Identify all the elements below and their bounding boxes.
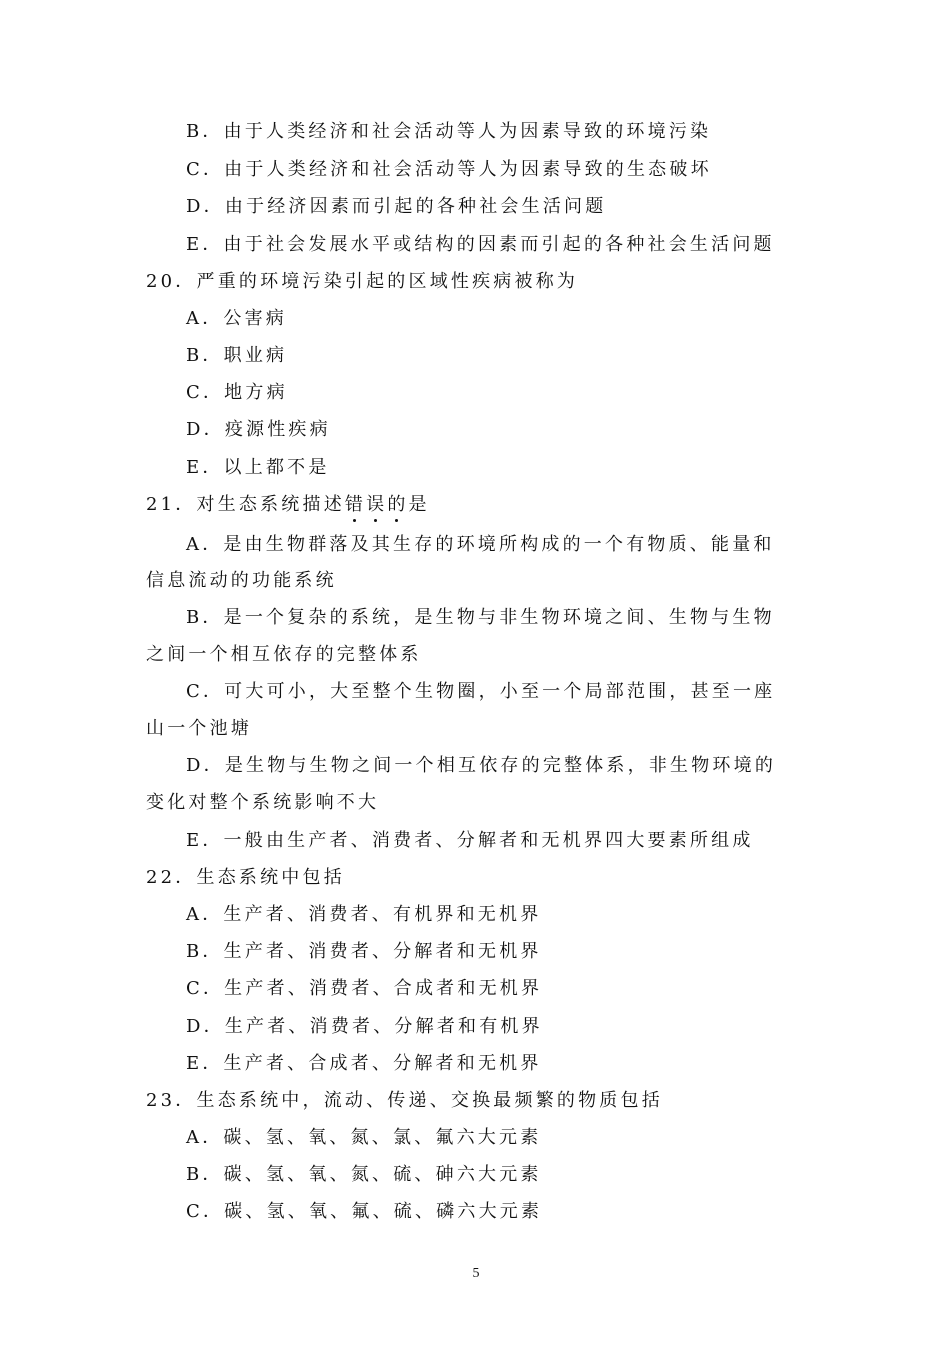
q23-option-c: C．碳、氢、氧、氟、硫、磷六大元素 — [186, 1201, 543, 1222]
q21-emphasis-char: 错 — [345, 494, 366, 515]
q21-option-d-line1: D．是生物与生物之间一个相互依存的完整体系，非生物环境的 — [186, 755, 777, 776]
page-number: 5 — [472, 1266, 480, 1281]
q20-option-e: E．以上都不是 — [186, 457, 330, 478]
q20-option-b: B．职业病 — [186, 345, 288, 366]
q19-option-d: D．由于经济因素而引起的各种社会生活问题 — [186, 196, 607, 217]
q19-option-b: B．由于人类经济和社会活动等人为因素导致的环境污染 — [186, 121, 712, 142]
q22-option-e: E．生产者、合成者、分解者和无机界 — [186, 1053, 542, 1074]
q20-option-c: C．地方病 — [186, 382, 288, 403]
q23-option-b: B．碳、氢、氧、氮、硫、砷六大元素 — [186, 1164, 542, 1185]
q21-option-a-line2: 信息流动的功能系统 — [146, 570, 337, 591]
q21-option-e: E．一般由生产者、消费者、分解者和无机界四大要素所组成 — [186, 830, 754, 851]
q21-option-d-line2: 变化对整个系统影响不大 — [146, 792, 380, 813]
q21-option-c-line1: C．可大可小，大至整个生物圈，小至一个局部范围，甚至一座 — [186, 681, 776, 702]
q20-option-d: D．疫源性疾病 — [186, 419, 331, 440]
q21-option-a-line1: A．是由生物群落及其生存的环境所构成的一个有物质、能量和 — [186, 534, 775, 555]
q22-option-b: B．生产者、消费者、分解者和无机界 — [186, 941, 542, 962]
q21-emphasis-char: 误 — [366, 494, 387, 515]
q21-stem-prefix: 21．对生态系统描述 — [146, 494, 345, 515]
q21-emphasis-char: 的 — [387, 494, 408, 515]
q22-stem: 22．生态系统中包括 — [146, 867, 345, 888]
q21-stem-suffix: 是 — [408, 494, 430, 515]
q21-option-b-line1: B．是一个复杂的系统，是生物与非生物环境之间、生物与生物 — [186, 607, 775, 628]
q19-option-c: C．由于人类经济和社会活动等人为因素导致的生态破坏 — [186, 159, 712, 180]
q19-option-e: E．由于社会发展水平或结构的因素而引起的各种社会生活问题 — [186, 234, 775, 255]
q22-option-d: D．生产者、消费者、分解者和有机界 — [186, 1016, 543, 1037]
q23-option-a: A．碳、氢、氧、氮、氯、氟六大元素 — [186, 1127, 542, 1148]
q21-option-b-line2: 之间一个相互依存的完整体系 — [146, 644, 422, 665]
q20-stem: 20．严重的环境污染引起的区域性疾病被称为 — [146, 271, 579, 292]
q21-option-c-line2: 山一个池塘 — [146, 718, 252, 739]
q22-option-c: C．生产者、消费者、合成者和无机界 — [186, 978, 543, 999]
q22-option-a: A．生产者、消费者、有机界和无机界 — [186, 904, 542, 925]
q23-stem: 23．生态系统中，流动、传递、交换最频繁的物质包括 — [146, 1090, 663, 1111]
q21-stem — [146, 493, 430, 517]
q20-option-a: A．公害病 — [186, 308, 287, 329]
